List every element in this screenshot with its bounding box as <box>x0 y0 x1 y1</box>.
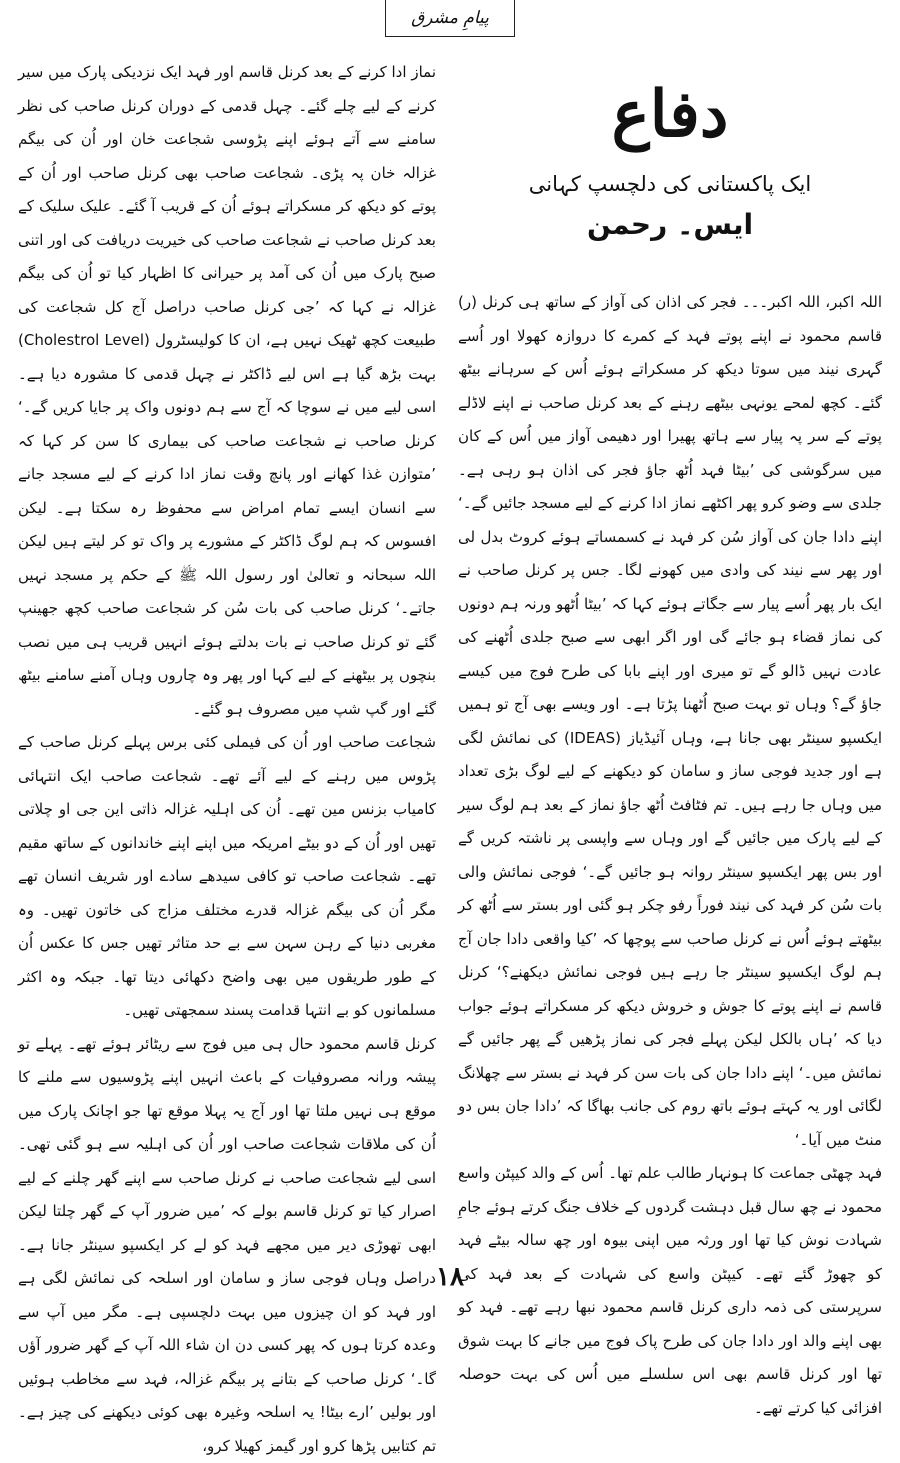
paragraph: شجاعت صاحب اور اُن کی فیملی کئی برس پہلے کرنل صاحب کے پڑوس میں رہنے کے لیے آئے تھے۔ شجاعت صاحب ایک انتہائی کامیاب بزنس مین تھے۔ اُن کی اہلیہ غزالہ ذاتی این جی او چلاتی تھیں اور اُن کے دو بیٹے امریکہ میں اپنے اپنے خاندانوں کے ساتھ مقیم تھے۔ شجاعت صاحب تو کافی سیدھے سادے اور شریف انسان تھے مگر اُن کی بیگم غزالہ قدرے مختلف مزاج کی خاتون تھیں۔ وہ مغربی دنیا کے رہن سہن سے بے حد متاثر تھیں جس کا عکس اُن کے طور طریقوں میں بھی واضح دکھائی دیتا تھا۔ جبکہ وہ اکثر مسلمانوں کو بے انتہا قدامت پسند سمجھتی تھیں۔ <box>18 726 436 1028</box>
story-title-block <box>458 70 882 248</box>
story-subtitle: ایک پاکستانی کی دلچسپ کہانی <box>458 166 882 202</box>
paragraph: اللہ اکبر، اللہ اکبر۔۔۔ فجر کی اذان کی آواز کے ساتھ ہی کرنل (ر) قاسم محمود نے اپنے پوتے فہد کے کمرے کا دروازہ کھولا اور اُسے گہری نیند میں سوتا دیکھ کر مسکراتے ہوئے اُس کے سرہانے بیٹھ گئے۔ کچھ لمحے یونہی بیٹھے رہنے کے بعد کرنل صاحب نے اپنے لاڈلے پوتے کے سر پہ پیار سے ہاتھ پھیرا اور دھیمی آواز میں اُس کے کان میں سرگوشی کی ’بیٹا فہد اُٹھ جاؤ فجر کی اذان ہو رہی ہے۔ جلدی سے وضو کرو پھر اکٹھے نماز ادا کرنے کے لیے مسجد جائیں گے۔‘ اپنے دادا جان کی آواز سُن کر فہد نے کسمساتے ہوئے کروٹ بدل لی اور پھر سے نیند کی وادی میں کھونے لگا۔ جس پر کرنل صاحب نے ایک بار پھر اُسے پیار سے جگاتے ہوئے کہا کہ ’بیٹا اُٹھو ورنہ ہم دونوں کی نماز قضاء ہو جائے گی اور اگر ابھی سے صبح جلدی اُٹھنے کی عادت نہیں ڈالو گے تو میری اور اپنے بابا کی طرح فوج میں کیسے جاؤ گے؟ وہاں تو بہت صبح اُٹھنا پڑتا ہے۔ اور ویسے بھی آج تو ہمیں ایکسپو سینٹر بھی جانا ہے، وہاں آئیڈیاز (IDEAS) کی نمائش لگی ہے اور جدید فوجی ساز و سامان کو دیکھنے کے لیے لوگ بڑی تعداد میں وہاں جا رہے ہیں۔ تم فٹافٹ اُٹھ جاؤ نماز کے بعد ہم لوگ سیر کے لیے پارک میں جائیں گے اور وہاں سے واپسی پر ناشتہ کریں گے اور بس پھر ایکسپو سینٹر روانہ ہو جائیں گے۔‘ فوجی نمائش والی بات سُن کر فہد کی نیند فوراً رفو چکر ہو گئی اور بستر سے اُٹھ کر بیٹھتے ہوئے اُس نے کرنل صاحب سے پوچھا کہ ’کیا واقعی دادا جان آج ہم لوگ ایکسپو سینٹر جا رہے ہیں فوجی نمائش دیکھنے؟‘ کرنل قاسم نے اپنے پوتے کا جوش و خروش دیکھ کر مسکراتے ہوئے جواب دیا کہ ’ہاں بالکل لیکن پہلے فجر کی نماز پڑھیں گے پھر جائیں گے نمائش میں۔‘ اپنے دادا جان کی بات سن کر فہد نے بستر سے چھلانگ لگائی اور یہ کہتے ہوئے باتھ روم کی جانب بھاگا کہ ’دادا جان بس دو منٹ میں آیا۔‘ <box>458 286 882 1157</box>
magazine-header-tab <box>385 0 515 37</box>
story-author: ایس۔ رحمن <box>458 202 882 248</box>
left-text-column <box>18 56 436 1463</box>
paragraph: فہد چھٹی جماعت کا ہونہار طالب علم تھا۔ اُس کے والد کیپٹن واسع محمود نے چھ سال قبل دہشت گردوں کے خلاف جنگ کرتے ہوئے جامِ شہادت نوش کیا تھا اور ورثہ میں اپنی بیوہ اور چھ سالہ بیٹے فہد کو چھوڑ گئے تھے۔ کیپٹن واسع کی شہادت کے بعد فہد کی سرپرستی کی ذمہ داری کرنل قاسم محمود نبھا رہے تھے۔ فہد کو بھی اپنے والد اور دادا جان کی طرح پاک فوج میں جانے کا بہت شوق تھا اور کرنل قاسم بھی اس سلسلے میں اُس کی بہت حوصلہ افزائی کیا کرتے تھے۔ <box>458 1157 882 1425</box>
paragraph: کرنل قاسم محمود حال ہی میں فوج سے ریٹائر ہوئے تھے۔ پہلے تو پیشہ ورانہ مصروفیات کے باعث انہیں اپنے پڑوسیوں سے ملنے کا موقع ہی نہیں ملتا تھا اور آج یہ پہلا موقع تھا جو اچانک پارک میں اُن کی ملاقات شجاعت صاحب اور اُن کی اہلیہ سے ہو گئی تھی۔ اسی لیے شجاعت صاحب نے کرنل صاحب سے اپنے گھر چلنے کے لیے اصرار کیا تو کرنل قاسم بولے کہ ’میں ضرور آپ کے گھر چلتا لیکن ابھی تھوڑی دیر میں مجھے فہد کو لے کر ایکسپو سینٹر جانا ہے۔ دراصل وہاں فوجی ساز و سامان اور اسلحہ کی نمائش لگی ہے اور فہد کو ان چیزوں میں بہت دلچسپی ہے۔ مگر میں آپ سے وعدہ کرتا ہوں کہ پھر کسی دن ان شاء اللہ آپ کے گھر ضرور آؤں گا۔‘ کرنل صاحب کے بتانے پر بیگم غزالہ، فہد سے مخاطب ہوئیں اور بولیں ’ارے بیٹا! یہ اسلحہ وغیرہ بھی کوئی دیکھنے کی چیز ہے۔ تم کتابیں پڑھا کرو اور گیمز کھیلا کرو، <box>18 1028 436 1463</box>
paragraph: نماز ادا کرنے کے بعد کرنل قاسم اور فہد ایک نزدیکی پارک میں سیر کرنے کے لیے چلے گئے۔ چہل قدمی کے دوران کرنل صاحب کی نظر سامنے سے آتے ہوئے اپنے پڑوسی شجاعت خان اور اُن کی بیگم غزالہ خان پہ پڑی۔ شجاعت صاحب بھی کرنل صاحب اور اُن کے پوتے کو دیکھ کر مسکراتے ہوئے اُن کے قریب آ گئے۔ علیک سلیک کے بعد کرنل صاحب نے شجاعت صاحب کی خیریت دریافت کی اور اتنی صبح پارک میں اُن کی آمد پر حیرانی کا اظہار کیا تو اُن کی بیگم غزالہ نے کہا کہ ’جی کرنل صاحب دراصل آج کل شجاعت کی طبیعت کچھ ٹھیک نہیں ہے، ان کا کولیسٹرول (Cholestrol Level) بہت بڑھ گیا ہے اس لیے ڈاکٹر نے چہل قدمی کا مشورہ دیا ہے۔ اسی لیے میں نے سوچا کہ آج سے ہم دونوں واک پر جایا کریں گے۔‘ کرنل صاحب نے شجاعت صاحب کی بیماری کا سن کر کہا کہ ’متوازن غذا کھانے اور پانچ وقت نماز ادا کرنے کے لیے مسجد جانے سے انسان ایسے تمام امراض سے محفوظ رہ سکتا ہے۔ لیکن افسوس کہ ہم لوگ ڈاکٹر کے مشورے پر واک تو کر لیتے ہیں لیکن اللہ سبحانہ و تعالیٰ اور رسول اللہ ﷺ کے حکم پر مسجد نہیں جاتے۔‘ کرنل صاحب کی بات سُن کر شجاعت صاحب کچھ جھینپ گئے تو کرنل صاحب نے بات بدلتے ہوئے انہیں قریب ہی میں نصب بنچوں پر بیٹھنے کے لیے کہا اور پھر وہ چاروں وہاں آمنے سامنے بیٹھ گئے اور گپ شپ میں مصروف ہو گئے۔ <box>18 56 436 726</box>
story-title: دفاع <box>458 70 882 160</box>
magazine-name: پیامِ مشرق <box>411 8 489 28</box>
right-text-column <box>458 286 882 1425</box>
page-number: ۱۸ <box>0 1262 900 1292</box>
